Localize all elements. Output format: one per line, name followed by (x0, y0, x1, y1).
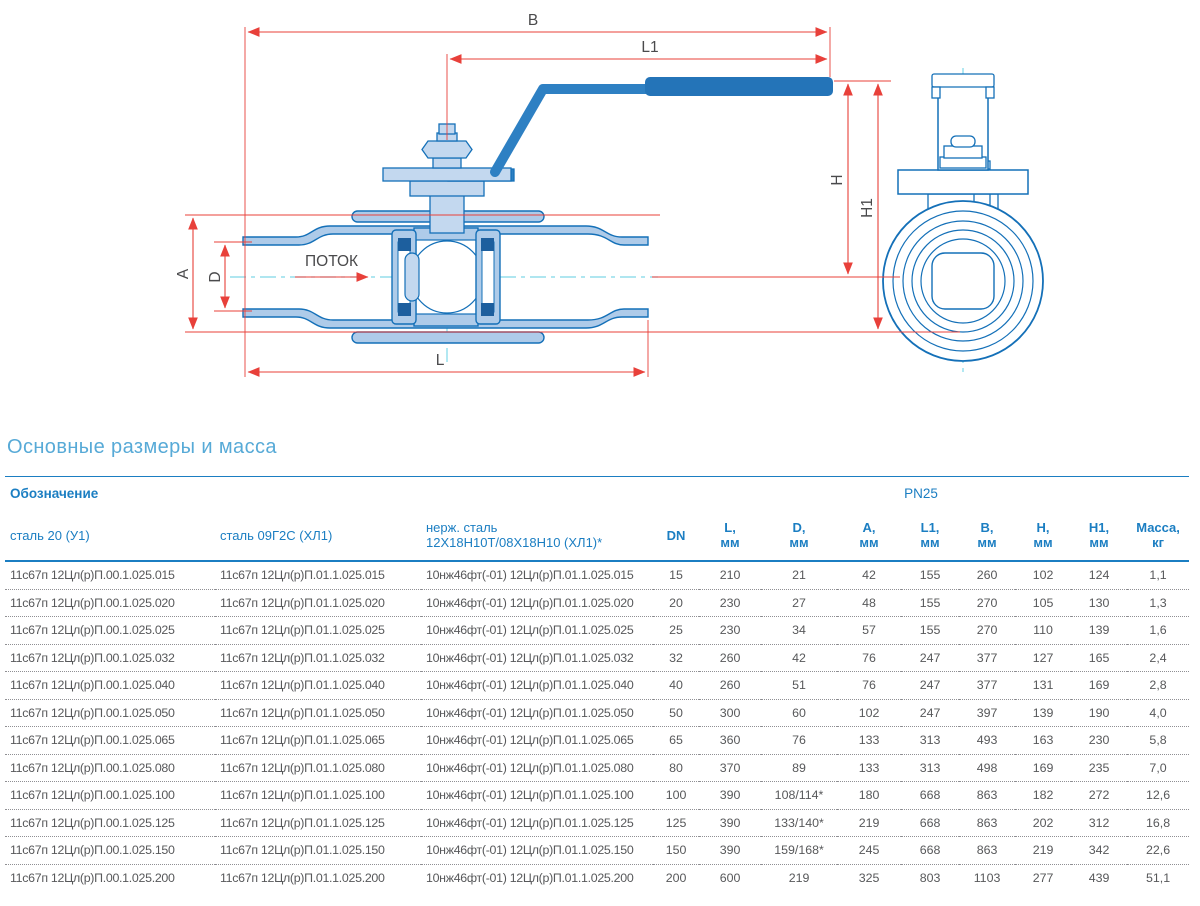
value-mass: 2,8 (1149, 678, 1167, 693)
col-header-dn (653, 510, 699, 561)
value-h: 202 (1032, 815, 1054, 830)
col-header-steel09g2s (215, 510, 421, 561)
value-l1: 313 (919, 760, 941, 775)
label-L: L (435, 352, 445, 369)
value-mass: 1,3 (1149, 595, 1167, 610)
bottom-strap (352, 332, 544, 343)
value-h: 163 (1032, 733, 1054, 748)
value-h: 127 (1032, 650, 1054, 665)
designation-steel20: 11с67п 12Цл(р)П.00.1.025.040 (10, 678, 175, 693)
value-dn: 80 (669, 760, 683, 775)
designation-steel09g2s: 11с67п 12Цл(р)П.01.1.025.065 (220, 733, 385, 748)
valve-end-view (883, 74, 1043, 361)
value-a: 180 (858, 788, 880, 803)
value-dn: 200 (665, 870, 687, 885)
value-dn: 125 (665, 815, 687, 830)
value-h1: 312 (1088, 815, 1110, 830)
value-h: 131 (1032, 678, 1054, 693)
table-row (5, 617, 1189, 645)
table-row (5, 561, 1189, 589)
col-header-h1 (1071, 510, 1127, 561)
label-H: H (829, 174, 846, 186)
stem-collar (433, 158, 461, 168)
designation-stainless: 10нж46фт(-01) 12Цл(р)П.01.1.025.100 (426, 788, 634, 803)
col-label2: мм (1089, 535, 1109, 550)
value-b: 377 (976, 650, 998, 665)
handle-grip (645, 77, 833, 96)
value-d: 42 (792, 650, 806, 665)
dimensions-table (5, 476, 1189, 891)
value-d: 34 (792, 623, 806, 638)
col-header-mass (1127, 510, 1189, 561)
designation-steel20: 11с67п 12Цл(р)П.00.1.025.150 (10, 843, 175, 858)
value-d: 159/168* (774, 843, 824, 858)
table-body (5, 561, 1189, 891)
value-a: 48 (862, 595, 876, 610)
dimensions-table-wrap (5, 476, 1189, 891)
col-label: сталь 20 (У1) (10, 527, 90, 543)
value-d: 219 (788, 870, 810, 885)
col-header-d (761, 510, 837, 561)
value-h: 219 (1032, 843, 1054, 858)
value-l1: 247 (919, 650, 941, 665)
value-b: 863 (976, 843, 998, 858)
value-l: 370 (719, 760, 741, 775)
table-row (5, 837, 1189, 865)
col-label: H, (1036, 520, 1050, 535)
value-l1: 668 (919, 788, 941, 803)
designation-steel20: 11с67п 12Цл(р)П.00.1.025.015 (10, 568, 175, 583)
end-bracket-cap (932, 74, 994, 87)
value-h: 110 (1033, 623, 1053, 638)
ball (411, 241, 483, 313)
designation-stainless: 10нж46фт(-01) 12Цл(р)П.01.1.025.040 (426, 678, 634, 693)
designation-stainless: 10нж46фт(-01) 12Цл(р)П.01.1.025.032 (426, 650, 634, 665)
table-row (5, 644, 1189, 672)
col-header-stainless (421, 510, 653, 561)
value-d: 108/114* (774, 788, 824, 803)
value-l1: 803 (919, 870, 941, 885)
designation-steel09g2s: 11с67п 12Цл(р)П.01.1.025.150 (220, 843, 385, 858)
handle-arm (495, 89, 650, 172)
value-a: 133 (858, 733, 880, 748)
value-d: 76 (792, 733, 806, 748)
designation-stainless: 10нж46фт(-01) 12Цл(р)П.01.1.025.080 (426, 760, 634, 775)
col-header-l (699, 510, 761, 561)
value-a: 325 (858, 870, 880, 885)
designation-steel20: 11с67п 12Цл(р)П.00.1.025.020 (10, 595, 175, 610)
value-mass: 4,0 (1149, 705, 1167, 720)
col-label2: мм (920, 535, 940, 550)
value-l: 390 (719, 815, 741, 830)
value-mass: 7,0 (1149, 760, 1167, 775)
stem-step (410, 181, 484, 196)
pn-header: PN25 (904, 486, 938, 501)
designation-steel20: 11с67п 12Цл(р)П.00.1.025.032 (10, 650, 175, 665)
table-row (5, 727, 1189, 755)
value-b: 498 (976, 760, 998, 775)
designation-stainless: 10нж46фт(-01) 12Цл(р)П.01.1.025.150 (426, 843, 634, 858)
designation-steel09g2s: 11с67п 12Цл(р)П.01.1.025.020 (220, 595, 385, 610)
designation-steel20: 11с67п 12Цл(р)П.00.1.025.080 (10, 760, 175, 775)
value-mass: 12,6 (1145, 788, 1171, 803)
table-row (5, 782, 1189, 810)
value-l1: 247 (919, 678, 941, 693)
col-label: L, (724, 520, 736, 535)
value-l: 390 (719, 843, 741, 858)
designation-steel09g2s: 11с67п 12Цл(р)П.01.1.025.080 (220, 760, 385, 775)
value-a: 76 (862, 650, 876, 665)
designation-stainless: 10нж46фт(-01) 12Цл(р)П.01.1.025.050 (426, 705, 634, 720)
value-mass: 2,4 (1149, 650, 1167, 665)
designation-steel20: 11с67п 12Цл(р)П.00.1.025.065 (10, 733, 175, 748)
value-mass: 16,8 (1145, 815, 1171, 830)
value-mass: 22,6 (1145, 843, 1171, 858)
value-l: 600 (719, 870, 741, 885)
end-bracket-ear-right (986, 87, 994, 98)
value-l: 210 (719, 568, 741, 583)
value-a: 76 (862, 678, 876, 693)
value-dn: 40 (669, 678, 683, 693)
value-b: 863 (976, 788, 998, 803)
col-header-l1 (901, 510, 959, 561)
col-header-b (959, 510, 1015, 561)
designation-steel20: 11с67п 12Цл(р)П.00.1.025.125 (10, 815, 175, 830)
designation-steel09g2s: 11с67п 12Цл(р)П.01.1.025.050 (220, 705, 385, 720)
col-label2: мм (789, 535, 809, 550)
value-h1: 439 (1088, 870, 1110, 885)
col-header-a (837, 510, 901, 561)
col-header-steel20 (5, 510, 215, 561)
value-mass: 51,1 (1145, 870, 1171, 885)
designation-header: Обозначение (10, 486, 99, 501)
designation-stainless: 10нж46фт(-01) 12Цл(р)П.01.1.025.125 (426, 815, 634, 830)
end-nut-dome (951, 136, 975, 147)
label-H1: H1 (859, 198, 876, 218)
value-h1: 139 (1088, 623, 1110, 638)
col-label2: мм (859, 535, 879, 550)
end-flange (898, 170, 1028, 194)
value-b: 397 (976, 705, 998, 720)
col-header-h (1015, 510, 1071, 561)
designation-stainless: 10нж46фт(-01) 12Цл(р)П.01.1.025.025 (426, 623, 634, 638)
designation-stainless: 10нж46фт(-01) 12Цл(р)П.01.1.025.015 (426, 568, 634, 583)
col-label2: мм (977, 535, 997, 550)
value-a: 219 (858, 815, 880, 830)
value-l: 230 (719, 595, 741, 610)
col-label: B, (980, 520, 994, 535)
value-h: 139 (1032, 705, 1054, 720)
ball-bore-window (405, 253, 419, 301)
col-label: нерж. сталь (426, 520, 498, 535)
label-D: D (207, 271, 224, 283)
value-l: 260 (719, 678, 741, 693)
value-b: 1103 (973, 870, 1001, 885)
value-d: 51 (792, 678, 806, 693)
housing-cap-bottom (414, 313, 478, 326)
value-dn: 150 (665, 843, 687, 858)
designation-steel20: 11с67п 12Цл(р)П.00.1.025.025 (10, 623, 175, 638)
value-l1: 155 (919, 595, 941, 610)
label-B: B (527, 12, 539, 29)
value-h1: 230 (1088, 733, 1110, 748)
value-l1: 247 (919, 705, 941, 720)
value-d: 21 (792, 568, 806, 583)
handle (495, 77, 833, 172)
end-bracket-ear-left (932, 87, 940, 98)
table-row (5, 754, 1189, 782)
designation-steel20: 11с67п 12Цл(р)П.00.1.025.200 (10, 870, 175, 885)
value-h1: 342 (1088, 843, 1110, 858)
table-row (5, 809, 1189, 837)
designation-stainless: 10нж46фт(-01) 12Цл(р)П.01.1.025.065 (426, 733, 634, 748)
value-l1: 668 (919, 815, 941, 830)
col-label: H1, (1088, 520, 1110, 535)
value-d: 27 (792, 595, 806, 610)
col-label2: мм (720, 535, 740, 550)
value-d: 133/140* (774, 815, 824, 830)
value-l1: 155 (919, 568, 941, 583)
designation-steel09g2s: 11с67п 12Цл(р)П.01.1.025.025 (220, 623, 385, 638)
value-dn: 25 (669, 623, 683, 638)
value-mass: 5,8 (1149, 733, 1167, 748)
designation-steel09g2s: 11с67п 12Цл(р)П.01.1.025.100 (220, 788, 385, 803)
value-l1: 155 (919, 623, 941, 638)
value-mass: 1,6 (1149, 623, 1167, 638)
value-b: 377 (976, 678, 998, 693)
table-group-header-row (5, 477, 1189, 511)
value-h: 277 (1032, 870, 1054, 885)
col-label: DN (666, 527, 686, 543)
value-h: 182 (1032, 788, 1054, 803)
col-label: A, (862, 520, 876, 535)
col-label2: 12Х18Н10Т/08Х18Н10 (ХЛ1)* (426, 535, 603, 550)
col-label: L1, (920, 520, 940, 535)
label-L1: L1 (641, 39, 659, 56)
value-a: 42 (862, 568, 876, 583)
stem-nut (422, 141, 472, 158)
end-nut (944, 146, 982, 158)
value-l: 260 (719, 650, 741, 665)
value-a: 245 (858, 843, 880, 858)
value-b: 493 (976, 733, 998, 748)
designation-steel09g2s: 11с67п 12Цл(р)П.01.1.025.125 (220, 815, 385, 830)
col-label: Масса, (1136, 520, 1180, 535)
value-l: 300 (719, 705, 741, 720)
value-a: 57 (862, 623, 876, 638)
designation-steel09g2s: 11с67п 12Цл(р)П.01.1.025.015 (220, 568, 385, 583)
value-l: 360 (719, 733, 741, 748)
table-row (5, 864, 1189, 891)
valve-technical-drawing (0, 0, 1200, 432)
value-mass: 1,1 (1149, 568, 1167, 583)
col-label: D, (792, 520, 806, 535)
value-dn: 20 (669, 595, 683, 610)
table-row (5, 699, 1189, 727)
col-label: сталь 09Г2С (ХЛ1) (220, 527, 333, 543)
section-title: Основные размеры и масса (7, 436, 277, 458)
flow-label: ПОТОК (305, 253, 359, 270)
value-b: 863 (976, 815, 998, 830)
value-h1: 130 (1088, 595, 1110, 610)
value-dn: 65 (669, 733, 683, 748)
value-h1: 235 (1088, 760, 1110, 775)
designation-steel09g2s: 11с67п 12Цл(р)П.01.1.025.200 (220, 870, 385, 885)
col-label2: мм (1033, 535, 1053, 550)
value-l: 230 (719, 623, 741, 638)
value-dn: 15 (669, 568, 683, 583)
designation-stainless: 10нж46фт(-01) 12Цл(р)П.01.1.025.020 (426, 595, 634, 610)
stem-neck (430, 195, 464, 233)
value-l1: 313 (919, 733, 941, 748)
label-A: A (175, 268, 192, 280)
table-row (5, 589, 1189, 617)
end-bore (932, 253, 994, 309)
designation-steel20: 11с67п 12Цл(р)П.00.1.025.050 (10, 705, 175, 720)
designation-steel09g2s: 11с67п 12Цл(р)П.01.1.025.032 (220, 650, 385, 665)
value-dn: 100 (665, 788, 687, 803)
designation-steel20: 11с67п 12Цл(р)П.00.1.025.100 (10, 788, 175, 803)
value-h: 169 (1032, 760, 1054, 775)
designation-steel09g2s: 11с67п 12Цл(р)П.01.1.025.040 (220, 678, 385, 693)
table-row (5, 672, 1189, 700)
value-dn: 50 (669, 705, 683, 720)
value-a: 133 (858, 760, 880, 775)
value-h1: 169 (1088, 678, 1110, 693)
table-column-header-row (5, 510, 1189, 561)
value-h1: 190 (1088, 705, 1110, 720)
value-d: 60 (792, 705, 806, 720)
value-l1: 668 (919, 843, 941, 858)
value-d: 89 (792, 760, 806, 775)
value-dn: 32 (669, 650, 683, 665)
value-h1: 272 (1088, 788, 1110, 803)
designation-stainless: 10нж46фт(-01) 12Цл(р)П.01.1.025.200 (426, 870, 634, 885)
value-h1: 124 (1088, 568, 1110, 583)
col-label2: кг (1152, 535, 1164, 550)
value-a: 102 (858, 705, 880, 720)
value-b: 270 (976, 595, 998, 610)
value-h1: 165 (1088, 650, 1110, 665)
value-b: 270 (976, 623, 998, 638)
value-h: 105 (1032, 595, 1054, 610)
value-h: 102 (1032, 568, 1054, 583)
value-b: 260 (976, 568, 998, 583)
value-l: 390 (719, 788, 741, 803)
